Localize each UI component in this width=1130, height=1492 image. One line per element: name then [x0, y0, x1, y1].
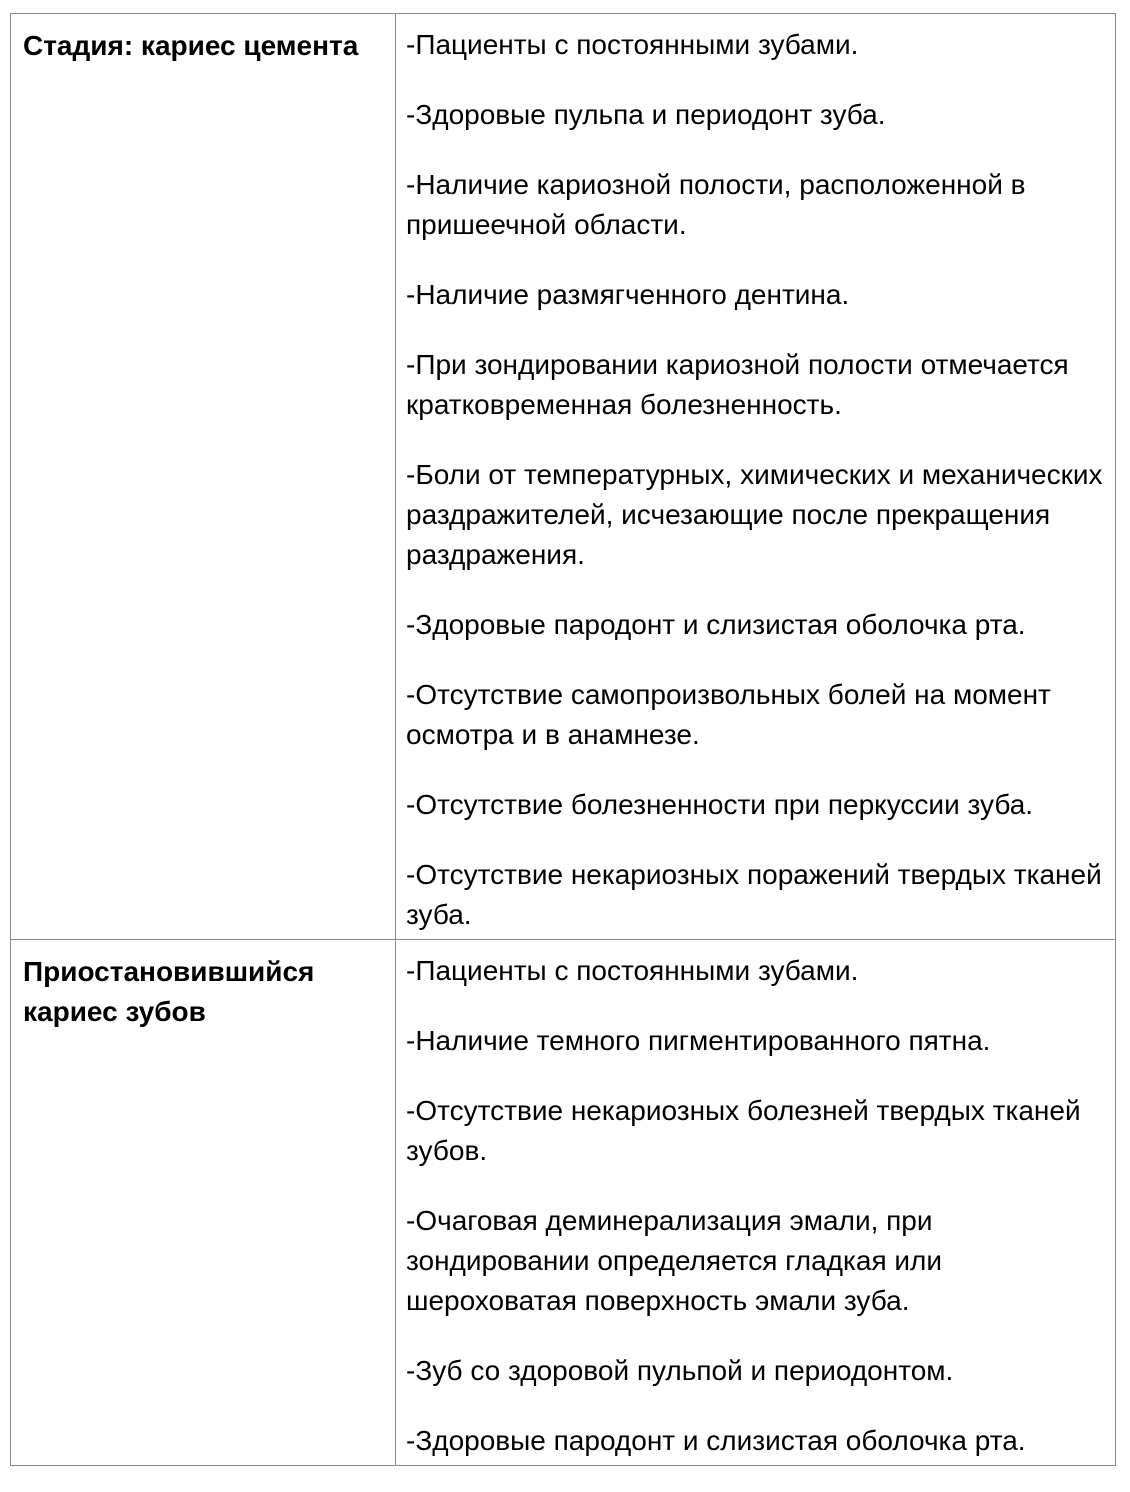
criterion-item: -Пациенты с постоянными зубами. [406, 955, 859, 986]
stage-title: Стадия: кариес цемента [23, 30, 359, 61]
criterion-item: -Отсутствие некариозных поражений твердых тканей зуба. [406, 859, 1102, 930]
criterion-item: -Боли от температурных, химических и механических раздражителей, исчезающие после прекращения раздражения. [406, 459, 1103, 570]
criterion-item: -Здоровые пульпа и периодонт зуба. [406, 99, 886, 130]
criterion-item: -Отсутствие некариозных болезней твердых тканей зубов. [406, 1095, 1081, 1166]
criterion-item: -Наличие кариозной полости, расположенной в пришеечной области. [406, 169, 1026, 240]
table-row [11, 940, 1116, 1466]
criterion-item: -Наличие темного пигментированного пятна. [406, 1025, 991, 1056]
caries-criteria-table [10, 13, 1116, 1466]
criterion-item: -При зондировании кариозной полости отмечается кратковременная болезненность. [406, 349, 1069, 420]
criteria-cell [396, 14, 1116, 940]
criterion-item: -Здоровые пародонт и слизистая оболочка рта. [406, 1425, 1026, 1456]
criteria-list [396, 940, 1115, 1465]
criterion-item: -Отсутствие болезненности при перкуссии зуба. [406, 789, 1034, 820]
criterion-item: -Очаговая деминерализация эмали, при зондировании определяется гладкая или шероховатая поверхность эмали зуба. [406, 1205, 943, 1316]
stage-title: Приостановившийся кариес зубов [23, 956, 315, 1027]
criteria-cell [396, 940, 1116, 1466]
criteria-list [396, 14, 1115, 939]
criterion-item: -Наличие размягченного дентина. [406, 279, 850, 310]
stage-cell [11, 940, 396, 1466]
criterion-item: -Здоровые пародонт и слизистая оболочка рта. [406, 609, 1026, 640]
criterion-item: -Зуб со здоровой пульпой и периодонтом. [406, 1355, 954, 1386]
table-row [11, 14, 1116, 940]
stage-cell [11, 14, 396, 940]
criterion-item: -Отсутствие самопроизвольных болей на момент осмотра и в анамнезе. [406, 679, 1051, 750]
criterion-item: -Пациенты с постоянными зубами. [406, 29, 859, 60]
